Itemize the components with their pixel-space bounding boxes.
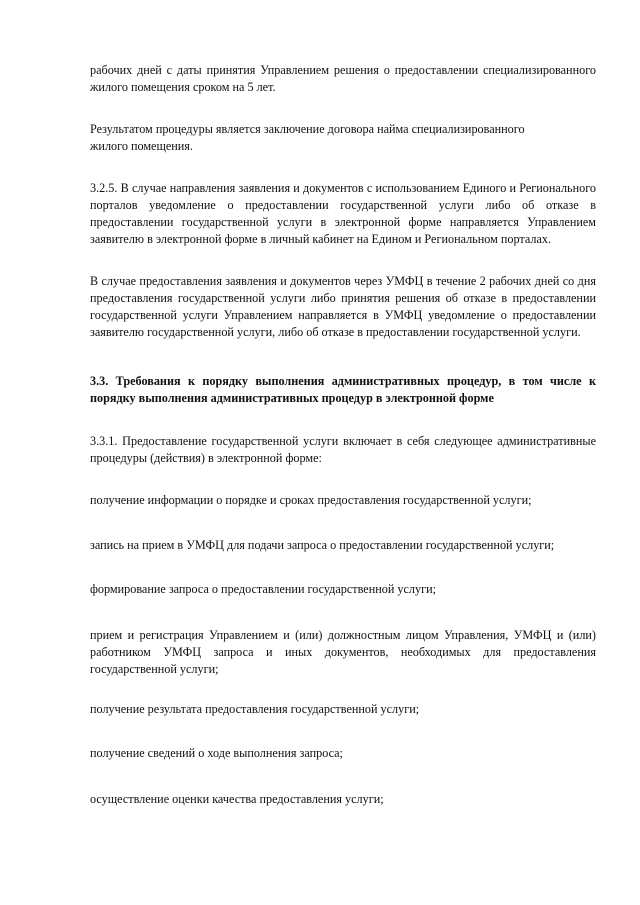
list-item-result: получение результата предоставления государственной услуги;	[90, 702, 420, 716]
paragraph-housing-term: рабочих дней с даты принятия Управлением решения о предоставлении специализированного жилого помещения сроком на 5 лет.	[90, 63, 596, 94]
paragraph-procedure-result: Результатом процедуры является заключение договора найма специализированного жилого помещения.	[90, 122, 525, 153]
list-item-appointment: запись на прием в УМФЦ для подачи запроса о предоставлении государственной услуги;	[90, 538, 555, 552]
list-item-request-forming: формирование запроса о предоставлении государственной услуги;	[90, 582, 437, 596]
list-item-registration: прием и регистрация Управлением и (или) должностным лицом Управления, УМФЦ и (или) работником УМФЦ запроса и иных документов, необходимых для предоставления государственной услуги;	[90, 628, 596, 676]
list-item-status: получение сведений о ходе выполнения запроса;	[90, 746, 343, 760]
paragraph-3-3-1: 3.3.1. Предоставление государственной услуги включает в себя следующее административные процедуры (действия) в электронной форме:	[90, 434, 596, 465]
paragraph-3-2-5: 3.2.5. В случае направления заявления и документов с использованием Единого и Регионального порталов уведомление о предоставлении государственной услуги либо об отказе в предоставлении государственной услуги в электронной форме направляется Управлением заявителю в электронной форме в личный кабинет на Едином и Региональном порталах.	[90, 181, 596, 246]
document-page	[90, 0, 596, 905]
paragraph-umfc-notification: В случае предоставления заявления и документов через УМФЦ в течение 2 рабочих дней со дня предоставления государственной услуги либо принятия решения об отказе в предоставлении государственной услуги Управлением направляется в УМФЦ уведомление о предоставлении заявителю государственной услуги, либо об отказе в предоставлении государственной услуги.	[90, 274, 596, 339]
list-item-information: получение информации о порядке и сроках предоставления государственной услуги;	[90, 493, 532, 507]
list-item-quality-assessment: осуществление оценки качества предоставления услуги;	[90, 792, 384, 806]
section-heading-3-3: 3.3. Требования к порядку выполнения административных процедур, в том числе к порядку выполнения административных процедур в электронной форме	[90, 374, 596, 405]
